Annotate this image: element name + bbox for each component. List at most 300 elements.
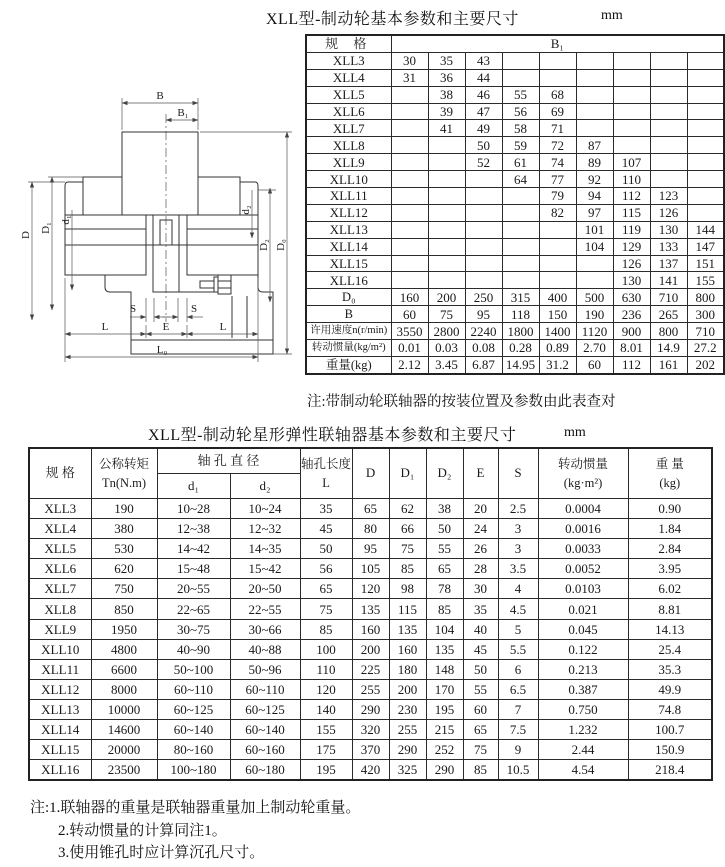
b1-value-cell: 41 bbox=[428, 120, 465, 137]
value-cell: 0.0052 bbox=[538, 559, 628, 579]
table-row bbox=[306, 120, 724, 137]
b1-value-cell: 141 bbox=[650, 272, 687, 289]
value-cell: 60~140 bbox=[157, 720, 230, 740]
table-row bbox=[29, 659, 712, 679]
value-cell: 100~180 bbox=[157, 760, 230, 781]
param-value-cell: 150 bbox=[539, 306, 576, 323]
table-row bbox=[29, 740, 712, 760]
inertia-header-cell bbox=[538, 448, 628, 499]
b1-value-cell bbox=[502, 272, 539, 289]
b1-value-cell: 72 bbox=[539, 137, 576, 154]
value-cell: 120 bbox=[300, 679, 352, 699]
value-cell: 190 bbox=[91, 499, 157, 519]
table-row bbox=[306, 154, 724, 171]
spec-header-cell: 规 格 bbox=[306, 35, 391, 52]
b1-value-cell bbox=[391, 137, 428, 154]
value-cell: 255 bbox=[389, 720, 426, 740]
b1-value-cell: 89 bbox=[576, 154, 613, 171]
param-value-cell: 315 bbox=[502, 289, 539, 306]
b1-value-cell: 47 bbox=[465, 103, 502, 120]
footnote-1: 注:1.联轴器的重量是联轴器重量加上制动轮重量。 bbox=[30, 800, 361, 816]
table-row bbox=[29, 760, 712, 781]
value-cell: 23500 bbox=[91, 760, 157, 781]
value-cell: 5 bbox=[498, 619, 538, 639]
b1-value-cell bbox=[391, 272, 428, 289]
table-row bbox=[29, 599, 712, 619]
dim-label-D: D bbox=[20, 231, 32, 239]
dim-label-E: E bbox=[162, 321, 170, 333]
table-row bbox=[29, 448, 712, 474]
value-cell: 0.122 bbox=[538, 639, 628, 659]
value-cell: 135 bbox=[389, 619, 426, 639]
value-cell: 100 bbox=[300, 639, 352, 659]
b1-value-cell: 123 bbox=[650, 188, 687, 205]
table-row bbox=[306, 323, 724, 340]
value-cell: 56 bbox=[300, 559, 352, 579]
value-cell: 20 bbox=[463, 499, 498, 519]
b1-value-cell bbox=[613, 52, 650, 69]
value-cell: 148 bbox=[426, 659, 463, 679]
table-row bbox=[306, 188, 724, 205]
value-cell: 6600 bbox=[91, 659, 157, 679]
param-value-cell: 236 bbox=[613, 306, 650, 323]
param-value-cell: 800 bbox=[687, 289, 724, 306]
b1-value-cell: 74 bbox=[539, 154, 576, 171]
value-cell: 120 bbox=[352, 579, 389, 599]
b1-value-cell: 130 bbox=[650, 221, 687, 238]
value-cell: 62 bbox=[389, 499, 426, 519]
b1-value-cell: 119 bbox=[613, 221, 650, 238]
param-value-cell: 118 bbox=[502, 306, 539, 323]
b1-value-cell bbox=[576, 272, 613, 289]
spec-cell: XLL9 bbox=[29, 619, 91, 639]
value-cell: 45 bbox=[300, 519, 352, 539]
dim-label-L0: L₀ bbox=[156, 344, 168, 356]
value-cell: 135 bbox=[426, 639, 463, 659]
b1-value-cell bbox=[576, 69, 613, 86]
b1-value-cell: 101 bbox=[576, 221, 613, 238]
param-value-cell: 95 bbox=[465, 306, 502, 323]
b1-value-cell bbox=[502, 221, 539, 238]
value-cell: 80 bbox=[352, 519, 389, 539]
footnote-2: 2.转动惯量的计算同注1。 bbox=[58, 822, 227, 839]
b1-value-cell: 46 bbox=[465, 86, 502, 103]
value-cell: 85 bbox=[300, 619, 352, 639]
table-row bbox=[29, 720, 712, 740]
value-cell: 2.44 bbox=[538, 740, 628, 760]
value-cell: 0.213 bbox=[538, 659, 628, 679]
value-cell: 74.8 bbox=[628, 699, 712, 719]
value-cell: 20000 bbox=[91, 740, 157, 760]
spec-cell: XLL6 bbox=[306, 103, 391, 120]
value-cell: 9 bbox=[498, 740, 538, 760]
b1-value-cell bbox=[502, 204, 539, 221]
b1-value-cell bbox=[502, 255, 539, 272]
param-value-cell: 160 bbox=[391, 289, 428, 306]
param-value-cell: 500 bbox=[576, 289, 613, 306]
b1-value-cell bbox=[650, 171, 687, 188]
right-hub-section bbox=[187, 245, 258, 275]
b1-value-cell bbox=[650, 103, 687, 120]
b1-value-cell: 104 bbox=[576, 238, 613, 255]
b1-value-cell: 151 bbox=[687, 255, 724, 272]
spec-cell: XLL8 bbox=[306, 137, 391, 154]
value-cell: 160 bbox=[352, 619, 389, 639]
value-cell: 180 bbox=[389, 659, 426, 679]
b1-value-cell bbox=[539, 221, 576, 238]
dim-label-D2: D₂ bbox=[258, 239, 270, 251]
b1-value-cell: 82 bbox=[539, 204, 576, 221]
table-row bbox=[29, 679, 712, 699]
col-header-S: S bbox=[498, 448, 538, 499]
param-value-cell: 14.95 bbox=[502, 356, 539, 373]
value-cell: 50~100 bbox=[157, 659, 230, 679]
value-cell: 215 bbox=[426, 720, 463, 740]
b1-value-cell: 50 bbox=[465, 137, 502, 154]
b1-value-cell bbox=[650, 137, 687, 154]
footnote-3: 3.使用锥孔时应计算沉孔尺寸。 bbox=[58, 845, 265, 861]
param-value-cell: 200 bbox=[428, 289, 465, 306]
b1-value-cell bbox=[502, 52, 539, 69]
table-row bbox=[306, 255, 724, 272]
value-cell: 0.0033 bbox=[538, 539, 628, 559]
spec-cell: XLL12 bbox=[29, 679, 91, 699]
bore-length-line1: 轴孔长度 bbox=[301, 456, 352, 471]
b1-value-cell bbox=[650, 120, 687, 137]
value-cell: 60~140 bbox=[230, 720, 300, 740]
b1-value-cell: 79 bbox=[539, 188, 576, 205]
left-band bbox=[65, 215, 146, 245]
param-value-cell: 31.2 bbox=[539, 356, 576, 373]
param-value-cell: 0.28 bbox=[502, 340, 539, 357]
b1-value-cell bbox=[391, 154, 428, 171]
value-cell: 10000 bbox=[91, 699, 157, 719]
value-cell: 3.95 bbox=[628, 559, 712, 579]
b1-value-cell bbox=[428, 204, 465, 221]
param-value-cell: 60 bbox=[576, 356, 613, 373]
value-cell: 1950 bbox=[91, 619, 157, 639]
b1-value-cell: 144 bbox=[687, 221, 724, 238]
b1-header-cell: B₁ bbox=[391, 35, 724, 52]
col-header-D1: D₁ bbox=[389, 448, 426, 499]
table-row bbox=[306, 238, 724, 255]
b1-value-cell bbox=[465, 204, 502, 221]
table-row bbox=[29, 699, 712, 719]
value-cell: 22~65 bbox=[157, 599, 230, 619]
col-header-D: D bbox=[352, 448, 389, 499]
table-row bbox=[306, 221, 724, 238]
value-cell: 26 bbox=[463, 539, 498, 559]
b1-value-cell bbox=[687, 52, 724, 69]
inertia-header-line2: (kg·m²) bbox=[563, 475, 603, 490]
value-cell: 320 bbox=[352, 720, 389, 740]
value-cell: 2.5 bbox=[498, 499, 538, 519]
value-cell: 252 bbox=[426, 740, 463, 760]
table-row bbox=[306, 69, 724, 86]
param-value-cell: 900 bbox=[613, 323, 650, 340]
param-value-cell: 3.45 bbox=[428, 356, 465, 373]
value-cell: 10~28 bbox=[157, 499, 230, 519]
b1-value-cell: 97 bbox=[576, 204, 613, 221]
value-cell: 8.81 bbox=[628, 599, 712, 619]
dim-label-S-left: S bbox=[129, 303, 137, 315]
value-cell: 65 bbox=[300, 579, 352, 599]
value-cell: 0.0016 bbox=[538, 519, 628, 539]
spec-cell: XLL4 bbox=[306, 69, 391, 86]
b1-value-cell bbox=[428, 238, 465, 255]
spec-cell: XLL4 bbox=[29, 519, 91, 539]
param-label-cell: 重量(kg) bbox=[306, 356, 391, 373]
b1-value-cell bbox=[576, 52, 613, 69]
value-cell: 30~66 bbox=[230, 619, 300, 639]
spec-cell: XLL16 bbox=[29, 760, 91, 781]
table-row bbox=[306, 356, 724, 373]
table-row bbox=[306, 35, 724, 52]
spec-cell: XLL11 bbox=[29, 659, 91, 679]
param-value-cell: 112 bbox=[613, 356, 650, 373]
b1-value-cell bbox=[428, 171, 465, 188]
value-cell: 5.5 bbox=[498, 639, 538, 659]
b1-value-cell bbox=[687, 154, 724, 171]
param-value-cell: 1800 bbox=[502, 323, 539, 340]
spec-cell: XLL14 bbox=[29, 720, 91, 740]
param-value-cell: 2800 bbox=[428, 323, 465, 340]
spec-cell: XLL15 bbox=[306, 255, 391, 272]
b1-value-cell bbox=[428, 154, 465, 171]
weight-header-cell bbox=[628, 448, 712, 499]
value-cell: 38 bbox=[426, 499, 463, 519]
value-cell: 35 bbox=[463, 599, 498, 619]
torque-header-line1: 公称转矩 bbox=[98, 456, 149, 471]
b1-value-cell: 36 bbox=[428, 69, 465, 86]
param-value-cell: 0.03 bbox=[428, 340, 465, 357]
b1-value-cell bbox=[576, 255, 613, 272]
b1-value-cell: 68 bbox=[539, 86, 576, 103]
b1-value-cell bbox=[391, 103, 428, 120]
param-value-cell: 202 bbox=[687, 356, 724, 373]
b1-value-cell: 130 bbox=[613, 272, 650, 289]
value-cell: 0.90 bbox=[628, 499, 712, 519]
b1-value-cell bbox=[428, 221, 465, 238]
table-row bbox=[306, 137, 724, 154]
b1-value-cell bbox=[613, 137, 650, 154]
value-cell: 6.02 bbox=[628, 579, 712, 599]
param-value-cell: 8.01 bbox=[613, 340, 650, 357]
col-header-d2: d₂ bbox=[230, 474, 300, 499]
param-value-cell: 27.2 bbox=[687, 340, 724, 357]
b1-value-cell: 52 bbox=[465, 154, 502, 171]
value-cell: 3 bbox=[498, 519, 538, 539]
table1-unit: mm bbox=[601, 8, 623, 23]
b1-value-cell: 87 bbox=[576, 137, 613, 154]
value-cell: 60~125 bbox=[157, 699, 230, 719]
value-cell: 2.84 bbox=[628, 539, 712, 559]
b1-value-cell bbox=[391, 221, 428, 238]
b1-value-cell: 30 bbox=[391, 52, 428, 69]
spec-cell: XLL14 bbox=[306, 238, 391, 255]
table-row bbox=[306, 204, 724, 221]
b1-value-cell bbox=[465, 238, 502, 255]
param-label-cell: D₀ bbox=[306, 289, 391, 306]
lower-left-contour bbox=[65, 275, 131, 340]
param-value-cell: 630 bbox=[613, 289, 650, 306]
param-value-cell: 1120 bbox=[576, 323, 613, 340]
value-cell: 50 bbox=[426, 519, 463, 539]
coupling-section-drawing bbox=[20, 70, 305, 405]
col-header-d1: d₁ bbox=[157, 474, 230, 499]
spec-cell: XLL3 bbox=[306, 52, 391, 69]
b1-value-cell: 55 bbox=[502, 86, 539, 103]
b1-value-cell: 137 bbox=[650, 255, 687, 272]
b1-value-cell bbox=[613, 120, 650, 137]
table-row bbox=[306, 171, 724, 188]
value-cell: 200 bbox=[389, 679, 426, 699]
weight-header-line1: 重 量 bbox=[655, 456, 684, 471]
b1-value-cell bbox=[428, 137, 465, 154]
b1-value-cell bbox=[465, 255, 502, 272]
param-value-cell: 800 bbox=[650, 323, 687, 340]
b1-value-cell bbox=[391, 238, 428, 255]
value-cell: 12~38 bbox=[157, 519, 230, 539]
value-cell: 20~55 bbox=[157, 579, 230, 599]
param-value-cell: 300 bbox=[687, 306, 724, 323]
b1-value-cell bbox=[391, 255, 428, 272]
value-cell: 12~32 bbox=[230, 519, 300, 539]
b1-value-cell: 38 bbox=[428, 86, 465, 103]
spec-cell: XLL5 bbox=[29, 539, 91, 559]
b1-value-cell bbox=[391, 204, 428, 221]
table-row bbox=[29, 519, 712, 539]
b1-value-cell bbox=[465, 188, 502, 205]
b1-value-cell bbox=[539, 238, 576, 255]
value-cell: 4800 bbox=[91, 639, 157, 659]
table-row bbox=[306, 306, 724, 323]
b1-value-cell: 56 bbox=[502, 103, 539, 120]
left-hub bbox=[83, 177, 122, 215]
param-value-cell: 75 bbox=[428, 306, 465, 323]
value-cell: 195 bbox=[426, 699, 463, 719]
value-cell: 35 bbox=[300, 499, 352, 519]
b1-value-cell bbox=[539, 255, 576, 272]
b1-value-cell: 133 bbox=[650, 238, 687, 255]
b1-value-cell bbox=[650, 52, 687, 69]
b1-value-cell bbox=[465, 171, 502, 188]
dim-label-L-right: L bbox=[219, 321, 227, 333]
b1-value-cell bbox=[576, 86, 613, 103]
b1-value-cell: 129 bbox=[613, 238, 650, 255]
spec-cell: XLL7 bbox=[29, 579, 91, 599]
value-cell: 100.7 bbox=[628, 720, 712, 740]
b1-value-cell: 39 bbox=[428, 103, 465, 120]
value-cell: 3 bbox=[498, 539, 538, 559]
spec-cell: XLL15 bbox=[29, 740, 91, 760]
value-cell: 65 bbox=[352, 499, 389, 519]
value-cell: 7.5 bbox=[498, 720, 538, 740]
spec-cell: XLL12 bbox=[306, 204, 391, 221]
value-cell: 8000 bbox=[91, 679, 157, 699]
b1-value-cell: 71 bbox=[539, 120, 576, 137]
b1-value-cell bbox=[539, 69, 576, 86]
right-band bbox=[187, 215, 258, 245]
b1-value-cell bbox=[428, 255, 465, 272]
value-cell: 15~48 bbox=[157, 559, 230, 579]
value-cell: 35.3 bbox=[628, 659, 712, 679]
b1-value-cell: 44 bbox=[465, 69, 502, 86]
b1-value-cell: 92 bbox=[576, 171, 613, 188]
b1-value-cell: 61 bbox=[502, 154, 539, 171]
spec-header-cell: 规 格 bbox=[29, 448, 91, 499]
left-flange bbox=[65, 182, 83, 215]
value-cell: 15~42 bbox=[230, 559, 300, 579]
param-value-cell: 265 bbox=[650, 306, 687, 323]
b1-value-cell: 59 bbox=[502, 137, 539, 154]
b1-value-cell bbox=[428, 272, 465, 289]
value-cell: 22~55 bbox=[230, 599, 300, 619]
value-cell: 20~50 bbox=[230, 579, 300, 599]
b1-value-cell bbox=[650, 86, 687, 103]
value-cell: 850 bbox=[91, 599, 157, 619]
b1-value-cell bbox=[687, 171, 724, 188]
b1-value-cell: 126 bbox=[613, 255, 650, 272]
b1-value-cell: 35 bbox=[428, 52, 465, 69]
bore-diameter-header-cell: 轴 孔 直 径 bbox=[157, 448, 300, 474]
param-value-cell: 1400 bbox=[539, 323, 576, 340]
param-value-cell: 60 bbox=[391, 306, 428, 323]
b1-value-cell bbox=[391, 86, 428, 103]
b1-value-cell: 43 bbox=[465, 52, 502, 69]
table-row bbox=[306, 289, 724, 306]
bore-length-line2: L bbox=[322, 475, 330, 490]
b1-value-cell bbox=[576, 120, 613, 137]
param-value-cell: 710 bbox=[650, 289, 687, 306]
b1-value-cell: 147 bbox=[687, 238, 724, 255]
value-cell: 10~24 bbox=[230, 499, 300, 519]
b1-value-cell bbox=[391, 188, 428, 205]
b1-value-cell bbox=[391, 171, 428, 188]
value-cell: 49.9 bbox=[628, 679, 712, 699]
brake-wheel-table bbox=[305, 34, 725, 375]
value-cell: 135 bbox=[352, 599, 389, 619]
dim-label-L-left: L bbox=[101, 321, 109, 333]
value-cell: 10.5 bbox=[498, 760, 538, 781]
value-cell: 24 bbox=[463, 519, 498, 539]
value-cell: 1.232 bbox=[538, 720, 628, 740]
spec-cell: XLL13 bbox=[29, 699, 91, 719]
value-cell: 380 bbox=[91, 519, 157, 539]
value-cell: 750 bbox=[91, 579, 157, 599]
torque-header-line2: Tn(N.m) bbox=[101, 475, 147, 490]
b1-value-cell: 94 bbox=[576, 188, 613, 205]
dim-label-B1: B₁ bbox=[177, 107, 189, 119]
value-cell: 620 bbox=[91, 559, 157, 579]
coupling-table bbox=[28, 447, 713, 781]
lower-right-contour bbox=[258, 275, 273, 340]
b1-value-cell bbox=[687, 86, 724, 103]
value-cell: 200 bbox=[352, 639, 389, 659]
value-cell: 325 bbox=[389, 760, 426, 781]
param-label-cell: B bbox=[306, 306, 391, 323]
b1-value-cell bbox=[687, 120, 724, 137]
spec-cell: XLL7 bbox=[306, 120, 391, 137]
spec-cell: XLL10 bbox=[306, 171, 391, 188]
b1-value-cell bbox=[539, 272, 576, 289]
b1-value-cell: 58 bbox=[502, 120, 539, 137]
value-cell: 155 bbox=[300, 720, 352, 740]
spec-cell: XLL9 bbox=[306, 154, 391, 171]
param-value-cell: 0.01 bbox=[391, 340, 428, 357]
param-value-cell: 161 bbox=[650, 356, 687, 373]
b1-value-cell bbox=[613, 69, 650, 86]
